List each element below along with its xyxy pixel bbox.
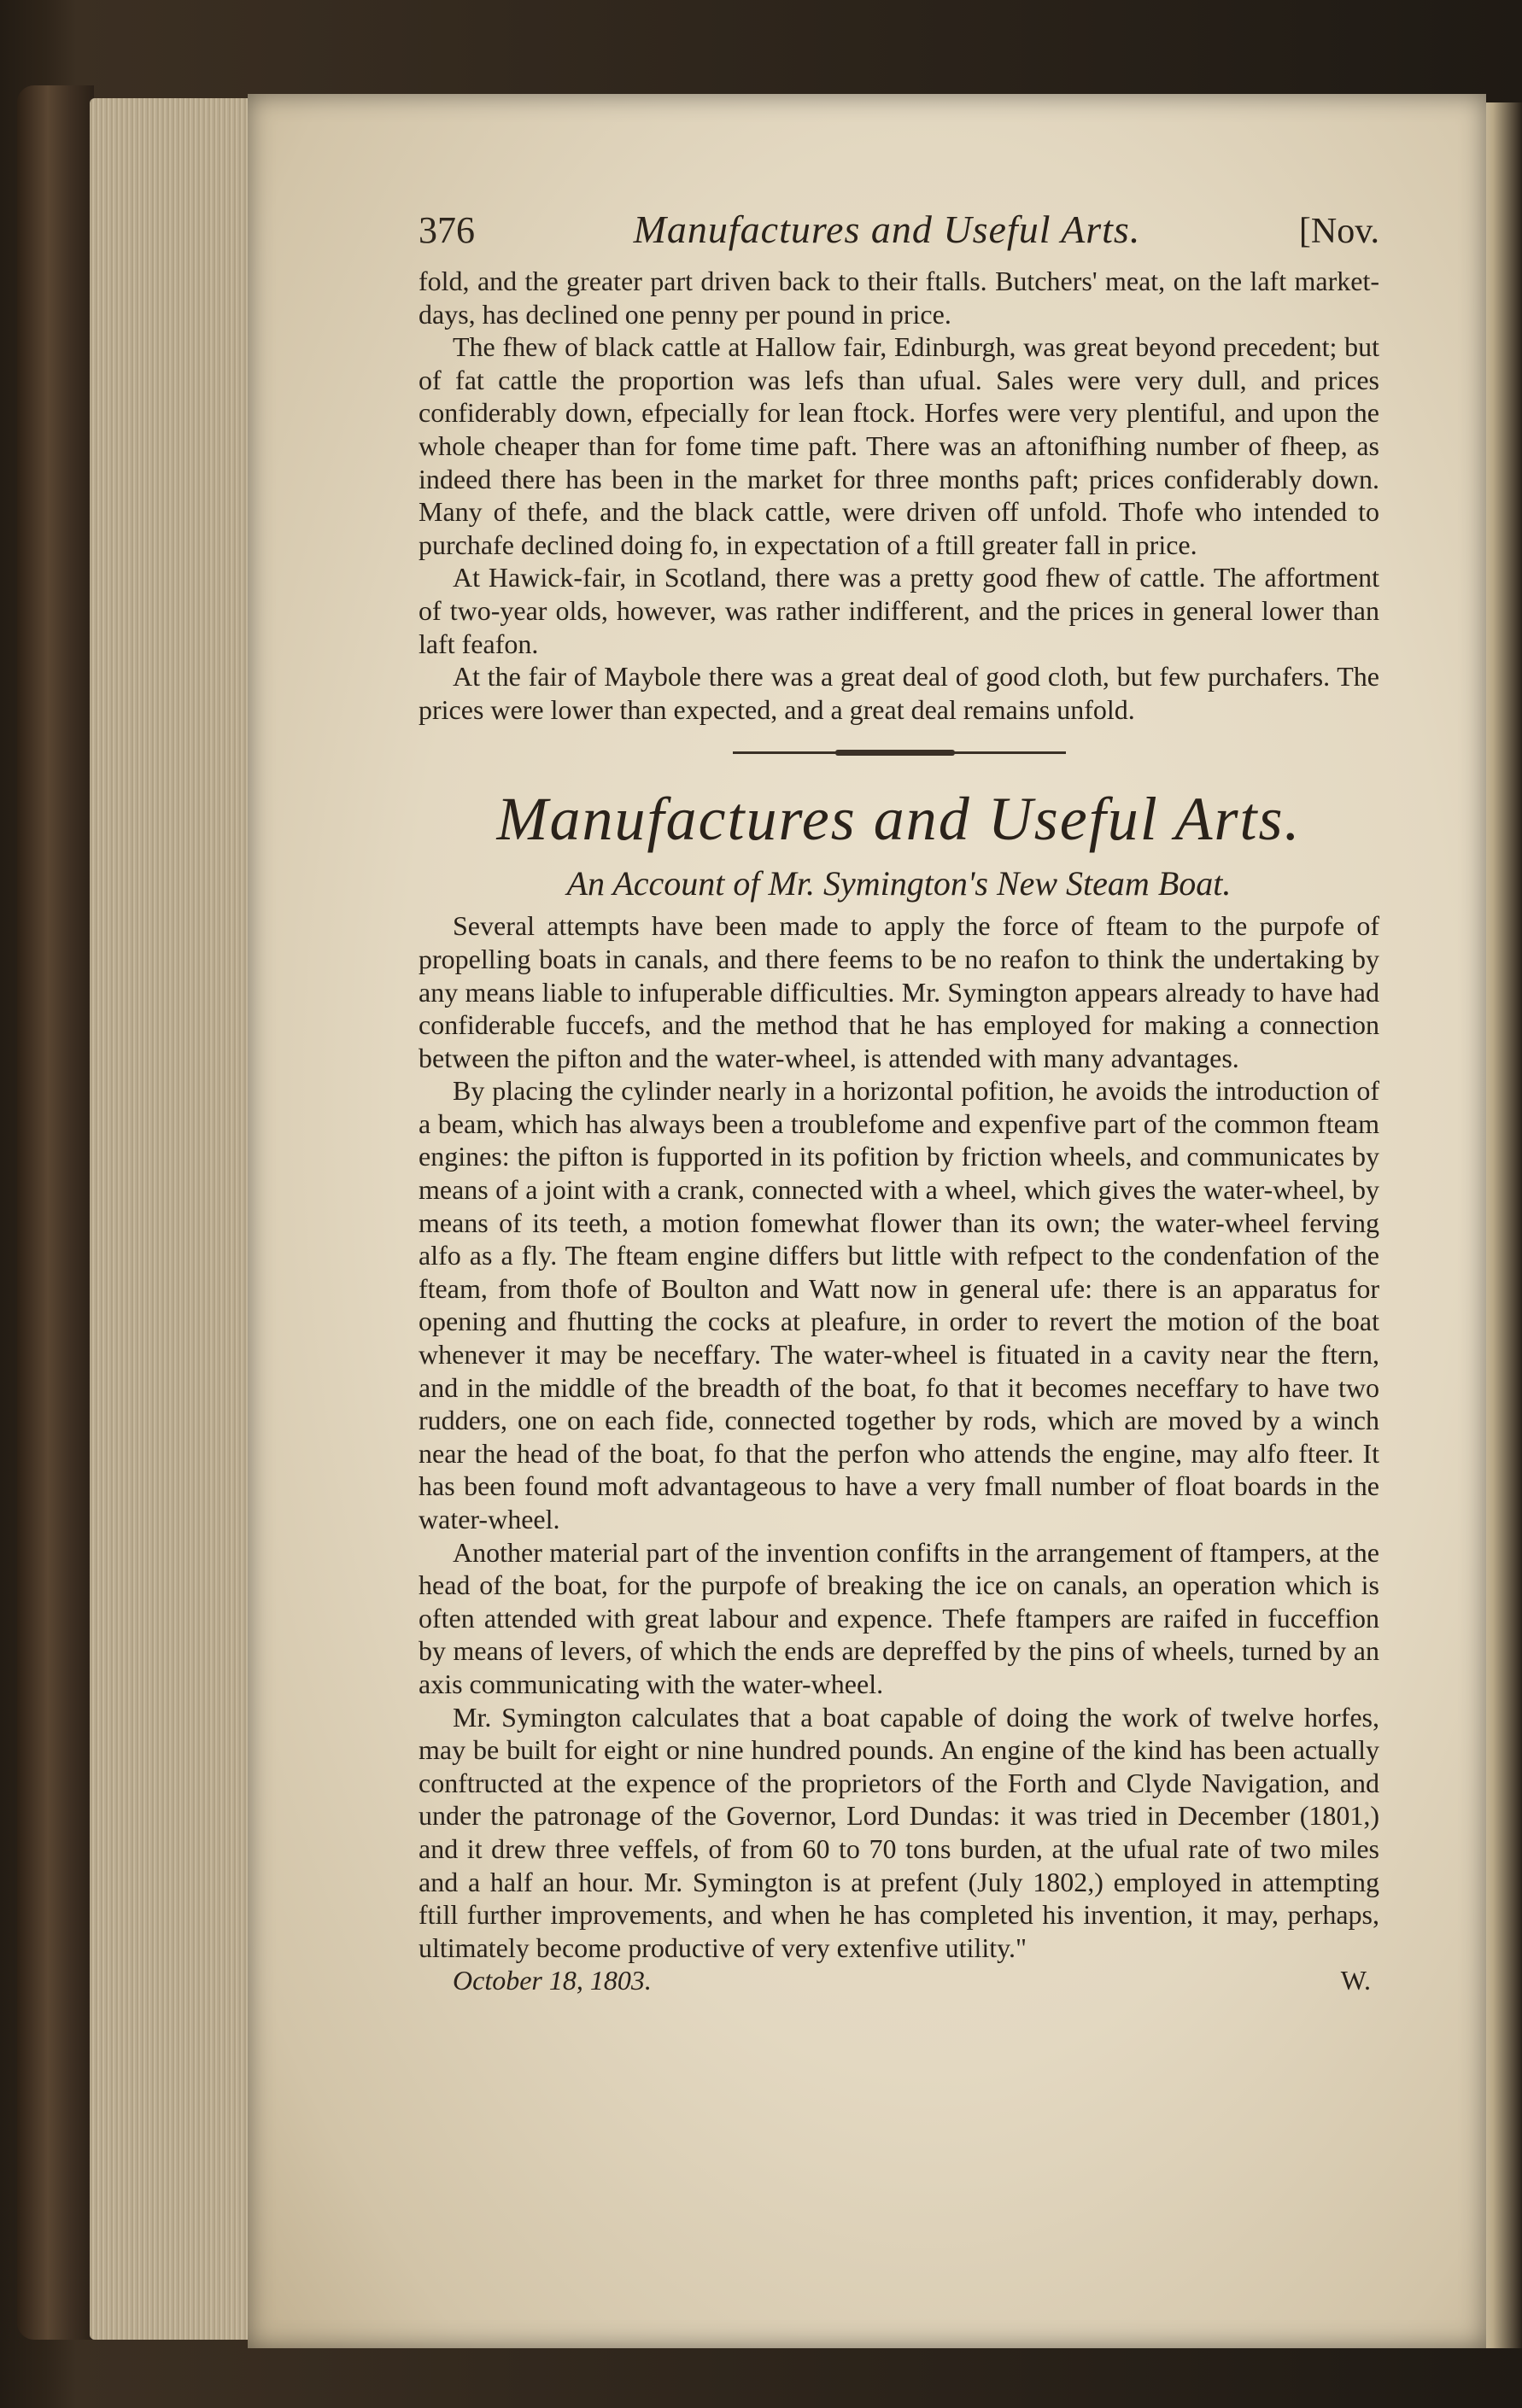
signature-line	[419, 1964, 1379, 1997]
running-date: [Nov.	[1298, 212, 1379, 251]
market-paragraph: fold, and the greater part driven back to their ftalls. Butchers' meat, on the laft market-days, has declined one penny per pound in price.	[419, 266, 1379, 330]
signature: W.	[1340, 1965, 1371, 1996]
article-paragraph: Mr. Symington calculates that a boat capable of doing the work of twelve horfes, may be built for eight or nine hundred pounds. An engine of the kind has been actually conftructed at the expence of the proprietors of the Forth and Clyde Navigation, and under the patronage of the Governor, Lord Dundas: it was tried in December (1801,) and it drew three veffels, of from 60 to 70 tons burden, at the ufual rate of two miles and a half an hour. Mr. Symington is at prefent (July 1802,) employed in attempting ftill further improvements, and when he has completed his invention, it may, perhaps, ultimately become productive of very extenfive utility."	[419, 1701, 1379, 1963]
article-paragraph: Several attempts have been made to apply the force of fteam to the purpofe of propelling boats in canals, and there feems to be no reafon to think the undertaking by any means liable to infuperable difficulties. Mr. Symington appears already to have had confiderable fuccefs, and the method that he has employed for making a connection between the pifton and the water-wheel, is attended with many advantages.	[419, 910, 1379, 1073]
book-binding	[17, 85, 94, 2340]
section-divider	[733, 751, 1066, 754]
running-title: Manufactures and Useful Arts.	[633, 207, 1141, 251]
signature-date: October 18, 1803.	[453, 1965, 652, 1996]
running-head	[419, 207, 1379, 260]
page-edges	[90, 98, 252, 2340]
section-title: Manufactures and Useful Arts.	[496, 785, 1302, 854]
market-paragraph: At the fair of Maybole there was a great deal of good cloth, but few purchafers. The prices were lower than expected, and a great deal remains unfold.	[419, 661, 1379, 725]
text-column	[419, 207, 1379, 1997]
article-paragraph: By placing the cylinder nearly in a horizontal pofition, he avoids the introduction of a beam, which has always been a troublefome and expenfive part of the common fteam engines: the pifton is fupported in its pofition by friction wheels, and communicates by means of a joint with a crank, connected with a wheel, which gives the water-wheel, by means of its teeth, a motion fomewhat flower than its own; the water-wheel ferving alfo as a fly. The fteam engine differs but little with refpect to the condenfation of the fteam, from thofe of Boulton and Watt now in general ufe: there is an apparatus for opening and fhutting the cocks at pleafure, in order to revert the motion of the boat whenever it may be neceffary. The water-wheel is fituated in a cavity near the ftern, and in the middle of the breadth of the boat, fo that it becomes neceffary to have two rudders, one on each fide, connected together by rods, which are moved by a winch near the head of the boat, fo that the perfon who attends the engine, may alfo fteer. It has been found moft advantageous to have a very fmall number of float boards in the water-wheel.	[419, 1075, 1379, 1534]
article-paragraph: Another material part of the invention confifts in the arrangement of ftampers, at the head of the boat, for the purpofe of breaking the ice on canals, an operation which is often attended with great labour and expence. Thefe ftampers are raifed in fucceffion by means of levers, of which the ends are depreffed by the pins of wheels, turned by an axis communicating with the water-wheel.	[419, 1536, 1379, 1699]
page-number: 376	[419, 209, 475, 251]
market-paragraph: At Hawick-fair, in Scotland, there was a pretty good fhew of cattle. The affortment of two-year olds, however, was rather indifferent, and the prices in general lower than laft feafon.	[419, 562, 1379, 659]
article-title: An Account of Mr. Symington's New Steam Boat.	[566, 864, 1232, 903]
market-paragraph: The fhew of black cattle at Hallow fair, Edinburgh, was great beyond precedent; but of fat cattle the proportion was lefs than ufual. Sales were very dull, and prices confiderably down, efpecially for lean ftock. Horfes were very plentiful, and upon the whole cheaper than for fome time paft. There was an aftonifhing number of fheep, as indeed there has been in the market for three months paft; prices confiderably down. Many of thefe, and the black cattle, were driven off unfold. Thofe who intended to purchafe declined doing fo, in expectation of a ftill greater fall in price.	[419, 331, 1379, 560]
